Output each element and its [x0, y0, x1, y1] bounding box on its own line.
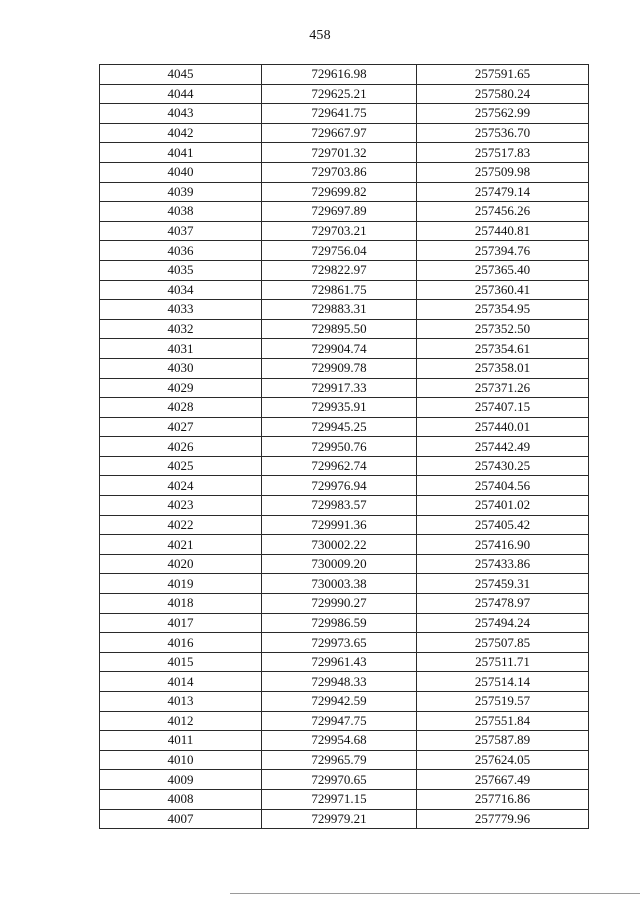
table-row: [100, 731, 589, 751]
table-row: [100, 319, 589, 339]
point-number-cell: 4014: [100, 672, 262, 692]
table-row: [100, 398, 589, 418]
point-number-cell: 4018: [100, 594, 262, 614]
table-row: [100, 750, 589, 770]
x-coordinate-cell: 729703.21: [262, 221, 417, 241]
table-row: [100, 378, 589, 398]
x-coordinate-cell: 729976.94: [262, 476, 417, 496]
point-number-cell: 4029: [100, 378, 262, 398]
x-coordinate-cell: 730002.22: [262, 535, 417, 555]
x-coordinate-cell: 730003.38: [262, 574, 417, 594]
table-row: [100, 104, 589, 124]
point-number-cell: 4036: [100, 241, 262, 261]
point-number-cell: 4022: [100, 515, 262, 535]
x-coordinate-cell: 729990.27: [262, 594, 417, 614]
table-row: [100, 613, 589, 633]
y-coordinate-cell: 257511.71: [417, 652, 589, 672]
table-row: [100, 809, 589, 829]
table-row: [100, 594, 589, 614]
x-coordinate-cell: 730009.20: [262, 554, 417, 574]
y-coordinate-cell: 257404.56: [417, 476, 589, 496]
x-coordinate-cell: 729935.91: [262, 398, 417, 418]
point-number-cell: 4042: [100, 123, 262, 143]
x-coordinate-cell: 729616.98: [262, 65, 417, 85]
y-coordinate-cell: 257459.31: [417, 574, 589, 594]
point-number-cell: 4020: [100, 554, 262, 574]
x-coordinate-cell: 729945.25: [262, 417, 417, 437]
x-coordinate-cell: 729971.15: [262, 789, 417, 809]
point-number-cell: 4040: [100, 162, 262, 182]
table-row: [100, 417, 589, 437]
x-coordinate-cell: 729961.43: [262, 652, 417, 672]
y-coordinate-cell: 257667.49: [417, 770, 589, 790]
table-row: [100, 437, 589, 457]
table-row: [100, 456, 589, 476]
table-row: [100, 770, 589, 790]
point-number-cell: 4007: [100, 809, 262, 829]
x-coordinate-cell: 729909.78: [262, 358, 417, 378]
table-row: [100, 554, 589, 574]
x-coordinate-cell: 729991.36: [262, 515, 417, 535]
table-row: [100, 65, 589, 85]
point-number-cell: 4033: [100, 300, 262, 320]
x-coordinate-cell: 729970.65: [262, 770, 417, 790]
y-coordinate-cell: 257519.57: [417, 692, 589, 712]
y-coordinate-cell: 257456.26: [417, 202, 589, 222]
x-coordinate-cell: 729983.57: [262, 496, 417, 516]
point-number-cell: 4044: [100, 84, 262, 104]
table-row: [100, 633, 589, 653]
table-row: [100, 143, 589, 163]
point-number-cell: 4041: [100, 143, 262, 163]
point-number-cell: 4024: [100, 476, 262, 496]
x-coordinate-cell: 729822.97: [262, 260, 417, 280]
point-number-cell: 4016: [100, 633, 262, 653]
point-number-cell: 4026: [100, 437, 262, 457]
table-row: [100, 652, 589, 672]
y-coordinate-cell: 257514.14: [417, 672, 589, 692]
y-coordinate-cell: 257716.86: [417, 789, 589, 809]
x-coordinate-cell: 729756.04: [262, 241, 417, 261]
y-coordinate-cell: 257407.15: [417, 398, 589, 418]
point-number-cell: 4034: [100, 280, 262, 300]
point-number-cell: 4012: [100, 711, 262, 731]
point-number-cell: 4017: [100, 613, 262, 633]
x-coordinate-cell: 729947.75: [262, 711, 417, 731]
x-coordinate-cell: 729883.31: [262, 300, 417, 320]
y-coordinate-cell: 257442.49: [417, 437, 589, 457]
table-row: [100, 535, 589, 555]
y-coordinate-cell: 257562.99: [417, 104, 589, 124]
table-row: [100, 789, 589, 809]
table-row: [100, 711, 589, 731]
y-coordinate-cell: 257430.25: [417, 456, 589, 476]
y-coordinate-cell: 257360.41: [417, 280, 589, 300]
point-number-cell: 4038: [100, 202, 262, 222]
point-number-cell: 4011: [100, 731, 262, 751]
table-row: [100, 280, 589, 300]
table-row: [100, 84, 589, 104]
y-coordinate-cell: 257509.98: [417, 162, 589, 182]
x-coordinate-cell: 729641.75: [262, 104, 417, 124]
table-row: [100, 300, 589, 320]
point-number-cell: 4015: [100, 652, 262, 672]
table-row: [100, 476, 589, 496]
table-row: [100, 162, 589, 182]
point-number-cell: 4037: [100, 221, 262, 241]
x-coordinate-cell: 729917.33: [262, 378, 417, 398]
y-coordinate-cell: 257405.42: [417, 515, 589, 535]
page-number: 458: [309, 28, 331, 43]
y-coordinate-cell: 257354.61: [417, 339, 589, 359]
coordinates-table-body: [100, 65, 589, 829]
x-coordinate-cell: 729950.76: [262, 437, 417, 457]
x-coordinate-cell: 729962.74: [262, 456, 417, 476]
table-row: [100, 515, 589, 535]
y-coordinate-cell: 257433.86: [417, 554, 589, 574]
x-coordinate-cell: 729697.89: [262, 202, 417, 222]
table-row: [100, 692, 589, 712]
table-row: [100, 202, 589, 222]
x-coordinate-cell: 729986.59: [262, 613, 417, 633]
table-row: [100, 574, 589, 594]
table-row: [100, 182, 589, 202]
point-number-cell: 4032: [100, 319, 262, 339]
y-coordinate-cell: 257551.84: [417, 711, 589, 731]
y-coordinate-cell: 257358.01: [417, 358, 589, 378]
point-number-cell: 4031: [100, 339, 262, 359]
x-coordinate-cell: 729667.97: [262, 123, 417, 143]
y-coordinate-cell: 257580.24: [417, 84, 589, 104]
y-coordinate-cell: 257507.85: [417, 633, 589, 653]
point-number-cell: 4013: [100, 692, 262, 712]
x-coordinate-cell: 729965.79: [262, 750, 417, 770]
point-number-cell: 4030: [100, 358, 262, 378]
table-row: [100, 339, 589, 359]
coordinates-table: [99, 64, 589, 829]
y-coordinate-cell: 257494.24: [417, 613, 589, 633]
x-coordinate-cell: 729973.65: [262, 633, 417, 653]
y-coordinate-cell: 257352.50: [417, 319, 589, 339]
point-number-cell: 4010: [100, 750, 262, 770]
y-coordinate-cell: 257478.97: [417, 594, 589, 614]
table-row: [100, 241, 589, 261]
table-row: [100, 221, 589, 241]
y-coordinate-cell: 257624.05: [417, 750, 589, 770]
y-coordinate-cell: 257365.40: [417, 260, 589, 280]
point-number-cell: 4039: [100, 182, 262, 202]
y-coordinate-cell: 257394.76: [417, 241, 589, 261]
point-number-cell: 4023: [100, 496, 262, 516]
table-row: [100, 260, 589, 280]
table-row: [100, 123, 589, 143]
y-coordinate-cell: 257479.14: [417, 182, 589, 202]
y-coordinate-cell: 257591.65: [417, 65, 589, 85]
point-number-cell: 4035: [100, 260, 262, 280]
point-number-cell: 4009: [100, 770, 262, 790]
x-coordinate-cell: 729948.33: [262, 672, 417, 692]
y-coordinate-cell: 257440.01: [417, 417, 589, 437]
point-number-cell: 4021: [100, 535, 262, 555]
x-coordinate-cell: 729942.59: [262, 692, 417, 712]
point-number-cell: 4028: [100, 398, 262, 418]
point-number-cell: 4045: [100, 65, 262, 85]
x-coordinate-cell: 729979.21: [262, 809, 417, 829]
table-row: [100, 496, 589, 516]
x-coordinate-cell: 729703.86: [262, 162, 417, 182]
page-bottom-rule: [230, 893, 640, 894]
table-row: [100, 672, 589, 692]
y-coordinate-cell: 257416.90: [417, 535, 589, 555]
x-coordinate-cell: 729861.75: [262, 280, 417, 300]
point-number-cell: 4019: [100, 574, 262, 594]
table-row: [100, 358, 589, 378]
point-number-cell: 4025: [100, 456, 262, 476]
point-number-cell: 4027: [100, 417, 262, 437]
x-coordinate-cell: 729895.50: [262, 319, 417, 339]
y-coordinate-cell: 257371.26: [417, 378, 589, 398]
y-coordinate-cell: 257354.95: [417, 300, 589, 320]
y-coordinate-cell: 257517.83: [417, 143, 589, 163]
y-coordinate-cell: 257440.81: [417, 221, 589, 241]
x-coordinate-cell: 729904.74: [262, 339, 417, 359]
x-coordinate-cell: 729625.21: [262, 84, 417, 104]
x-coordinate-cell: 729954.68: [262, 731, 417, 751]
y-coordinate-cell: 257779.96: [417, 809, 589, 829]
x-coordinate-cell: 729699.82: [262, 182, 417, 202]
y-coordinate-cell: 257587.89: [417, 731, 589, 751]
x-coordinate-cell: 729701.32: [262, 143, 417, 163]
y-coordinate-cell: 257401.02: [417, 496, 589, 516]
y-coordinate-cell: 257536.70: [417, 123, 589, 143]
point-number-cell: 4008: [100, 789, 262, 809]
point-number-cell: 4043: [100, 104, 262, 124]
